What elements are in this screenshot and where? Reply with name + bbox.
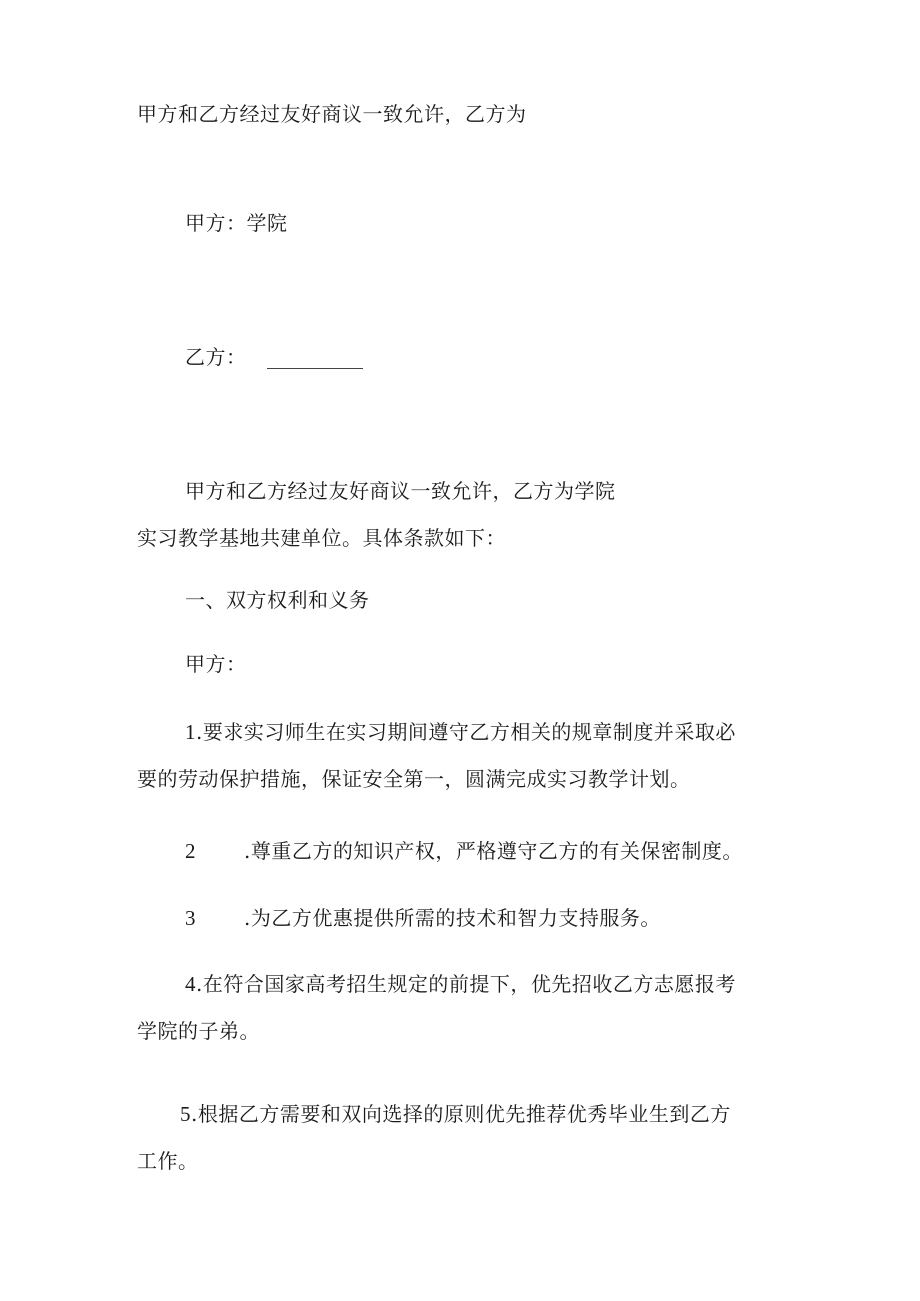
clause-4-text: .在符合国家高考招生规定的前提下，优先招收乙方志愿报考 (196, 972, 736, 996)
party-a-heading: 甲方： (185, 652, 247, 676)
party-a-value: 学院 (246, 211, 288, 235)
clause-2-number: 2 (185, 839, 196, 863)
clause-4-line-1 (185, 972, 736, 996)
clause-4-number: 4 (185, 972, 196, 996)
clause-1-line-2: 要的劳动保护措施，保证安全第一，圆满完成实习教学计划。 (137, 767, 691, 791)
agreement-line-1: 甲方和乙方经过友好商议一致允许，乙方为学院 (185, 479, 616, 503)
clause-3-text: .为乙方优惠提供所需的技术和智力支持服务。 (244, 906, 661, 930)
clause-5-line-2: 工作。 (137, 1149, 199, 1173)
party-a-line (185, 211, 288, 235)
party-b-blank-field (267, 350, 363, 369)
section-heading: 一、双方权利和义务 (185, 588, 370, 612)
clause-5-text: .根据乙方需要和双向选择的原则优先推荐优秀毕业生到乙方 (191, 1102, 731, 1126)
clause-1-line-1 (185, 720, 736, 744)
clause-1-text: .要求实习师生在实习期间遵守乙方相关的规章制度并采取必 (196, 720, 736, 744)
clause-5-number: 5 (180, 1102, 191, 1126)
party-b-line (185, 345, 363, 369)
clause-3-number: 3 (185, 906, 196, 930)
clause-1-number: 1 (185, 720, 196, 744)
clause-5-line-1 (180, 1102, 731, 1126)
agreement-line-2: 实习教学基地共建单位。具体条款如下： (137, 526, 506, 550)
clause-3-line-1 (185, 906, 661, 930)
clause-2-line-1 (185, 839, 743, 863)
party-a-label: 甲方： (185, 211, 247, 235)
party-b-label: 乙方： (185, 345, 247, 369)
clause-2-text: .尊重乙方的知识产权，严格遵守乙方的有关保密制度。 (244, 839, 743, 863)
intro-line: 甲方和乙方经过友好商议一致允许，乙方为 (137, 102, 527, 126)
clause-4-line-2: 学院的子弟。 (137, 1019, 260, 1043)
